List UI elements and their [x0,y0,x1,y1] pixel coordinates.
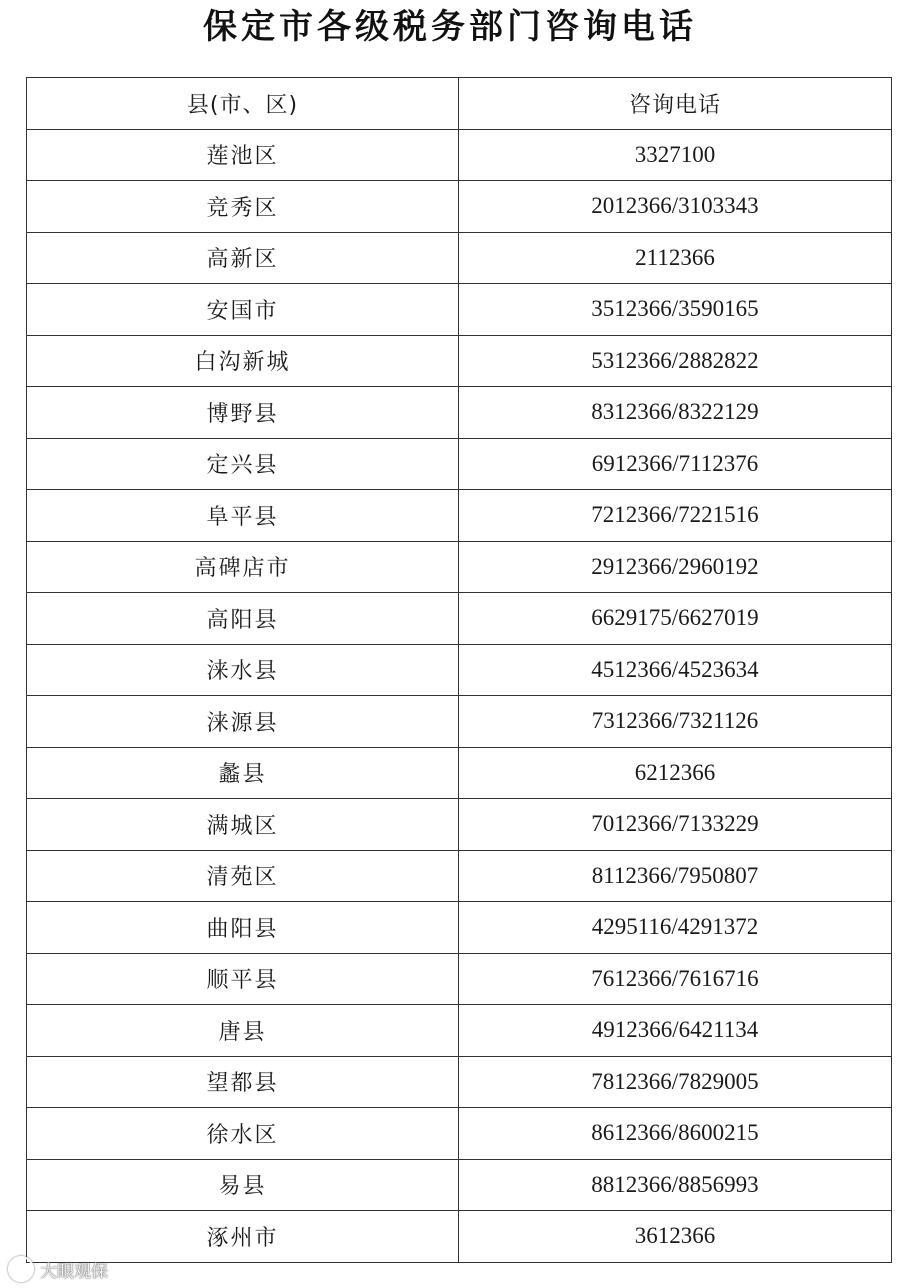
table-row [27,850,892,902]
table-row [27,541,892,593]
county-cell: 曲阳县 [27,902,459,954]
table-row [27,1056,892,1108]
phone-cell: 6212366 [459,747,892,799]
table-row [27,181,892,233]
watermark-text: 大眼观保 [40,1261,108,1282]
phone-cell: 6912366/7112376 [459,438,892,490]
table-row [27,696,892,748]
table-row [27,335,892,387]
header-county: 县(市、区) [27,78,459,130]
county-cell: 蠡县 [27,747,459,799]
phone-cell: 3612366 [459,1211,892,1263]
phone-cell: 7612366/7616716 [459,953,892,1005]
table-row [27,1159,892,1211]
phone-cell: 8612366/8600215 [459,1108,892,1160]
county-cell: 定兴县 [27,438,459,490]
phone-cell: 8112366/7950807 [459,850,892,902]
county-cell: 高阳县 [27,593,459,645]
county-cell: 安国市 [27,284,459,336]
county-cell: 莲池区 [27,129,459,181]
phone-cell: 7312366/7321126 [459,696,892,748]
phone-cell: 6629175/6627019 [459,593,892,645]
table-row [27,799,892,851]
table-row [27,953,892,1005]
table-row [27,232,892,284]
table-row [27,129,892,181]
county-cell: 阜平县 [27,490,459,542]
table-row [27,747,892,799]
county-cell: 满城区 [27,799,459,851]
phone-cell: 4912366/6421134 [459,1005,892,1057]
phone-cell: 4295116/4291372 [459,902,892,954]
table-row [27,1211,892,1263]
county-cell: 顺平县 [27,953,459,1005]
checkmark-circle-icon [8,1256,34,1282]
watermark [8,1256,108,1282]
table-header-row [27,78,892,130]
phone-directory-table [26,77,892,1263]
county-cell: 涞水县 [27,644,459,696]
table-row [27,902,892,954]
table-row [27,284,892,336]
table-row [27,438,892,490]
phone-cell: 7212366/7221516 [459,490,892,542]
phone-cell: 4512366/4523634 [459,644,892,696]
county-cell: 清苑区 [27,850,459,902]
table-row [27,644,892,696]
phone-cell: 5312366/2882822 [459,335,892,387]
header-phone: 咨询电话 [459,78,892,130]
county-cell: 白沟新城 [27,335,459,387]
table-row [27,387,892,439]
table-row [27,490,892,542]
county-cell: 高碑店市 [27,541,459,593]
county-cell: 涿州市 [27,1211,459,1263]
table-row [27,593,892,645]
county-cell: 唐县 [27,1005,459,1057]
table-row [27,1005,892,1057]
county-cell: 望都县 [27,1056,459,1108]
county-cell: 竞秀区 [27,181,459,233]
phone-directory-table-wrapper [26,77,891,1263]
phone-cell: 2012366/3103343 [459,181,892,233]
phone-cell: 3327100 [459,129,892,181]
county-cell: 高新区 [27,232,459,284]
phone-cell: 2912366/2960192 [459,541,892,593]
county-cell: 涞源县 [27,696,459,748]
county-cell: 易县 [27,1159,459,1211]
phone-cell: 3512366/3590165 [459,284,892,336]
county-cell: 徐水区 [27,1108,459,1160]
page-title: 保定市各级税务部门咨询电话 [203,7,697,47]
table-body [27,129,892,1262]
phone-cell: 8812366/8856993 [459,1159,892,1211]
phone-cell: 2112366 [459,232,892,284]
table-row [27,1108,892,1160]
phone-cell: 7812366/7829005 [459,1056,892,1108]
phone-cell: 7012366/7133229 [459,799,892,851]
county-cell: 博野县 [27,387,459,439]
phone-cell: 8312366/8322129 [459,387,892,439]
